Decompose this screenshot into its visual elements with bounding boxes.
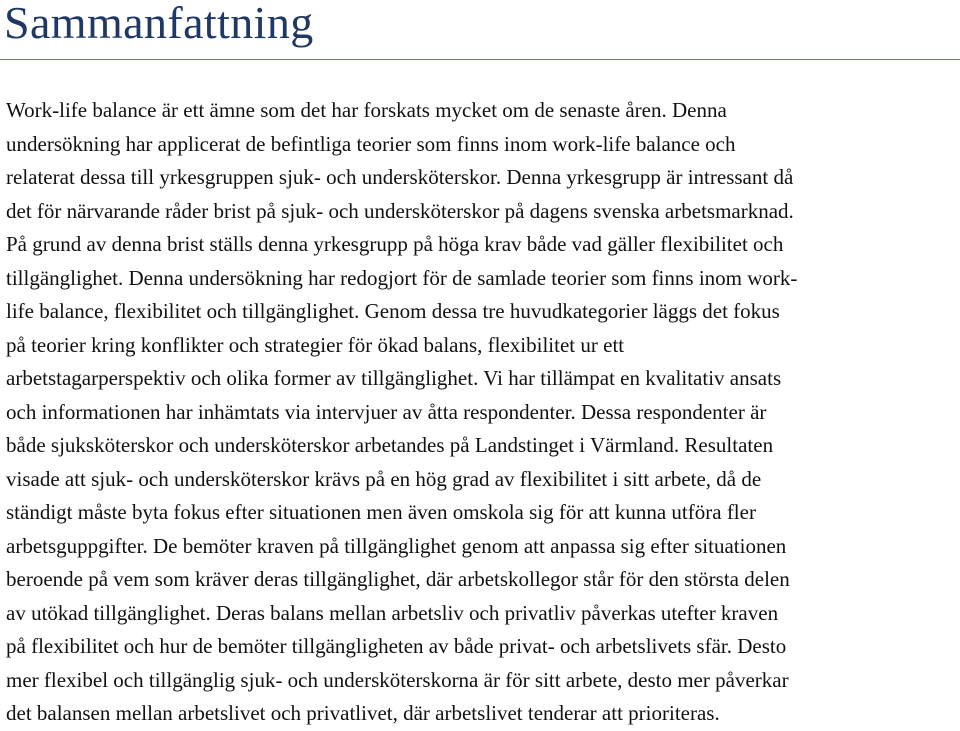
text-line: både sjuksköterskor och undersköterskor arbetandes på Landstinget i Värmland. Resultaten bbox=[6, 433, 774, 457]
text-line: på flexibilitet och hur de bemöter tillgängligheten av både privat- och arbetslivets sfär. Desto bbox=[6, 634, 787, 658]
text-line: det för närvarande råder brist på sjuk- och undersköterskor på dagens svenska arbetsmarknad. bbox=[6, 198, 794, 223]
text-line: av utökad tillgänglighet. Deras balans mellan arbetsliv och privatliv påverkas utefter kraven bbox=[6, 600, 779, 625]
text-line: tillgänglighet. Denna undersökning har redogjort för de samlade teorier som finns inom work- bbox=[6, 265, 798, 290]
text-line: arbetstagarperspektiv och olika former av tillgänglighet. Vi har tillämpat en kvalitativ ansats bbox=[6, 366, 782, 390]
text-line: arbetsguppgifter. De bemöter kraven på tillgänglighet genom att anpassa sig efter situationen bbox=[6, 533, 787, 558]
text-line: mer flexibel och tillgänglig sjuk- och undersköterskorna är för sitt arbete, desto mer påverkar bbox=[6, 667, 789, 692]
text-line: Work-life balance är ett ämne som det har forskats mycket om de senaste åren. Denna bbox=[6, 98, 727, 122]
text-line: På grund av denna brist ställs denna yrkesgrupp på höga krav både vad gäller flexibilitet och bbox=[6, 232, 784, 256]
summary-paragraph bbox=[6, 94, 956, 731]
title-underline bbox=[0, 59, 960, 60]
text-line: life balance, flexibilitet och tillgänglighet. Genom dessa tre huvudkategorier läggs det fokus bbox=[6, 299, 780, 323]
text-line: visade att sjuk- och undersköterskor krävs på en hög grad av flexibilitet i sitt arbete, då de bbox=[6, 466, 762, 491]
text-line: relaterat dessa till yrkesgruppen sjuk- och undersköterskor. Denna yrkesgrupp är intressant då bbox=[6, 165, 794, 189]
page-title: Sammanfattning bbox=[4, 0, 314, 48]
text-line: det balansen mellan arbetslivet och privatlivet, där arbetslivet tenderar att prioriteras. bbox=[6, 701, 720, 725]
text-line: beroende på vem som kräver deras tillgänglighet, där arbetskollegor står för den största delen bbox=[6, 567, 790, 591]
text-line: på teorier kring konflikter och strategier för ökad balans, flexibilitet ur ett bbox=[6, 332, 625, 357]
text-line: och informationen har inhämtats via intervjuer av åtta respondenter. Dessa respondenter är bbox=[6, 399, 767, 424]
text-line: ständigt måste byta fokus efter situationen men även omskola sig för att kunna utföra fler bbox=[6, 500, 756, 524]
text-line: undersökning har applicerat de befintliga teorier som finns inom work-life balance och bbox=[6, 131, 736, 156]
